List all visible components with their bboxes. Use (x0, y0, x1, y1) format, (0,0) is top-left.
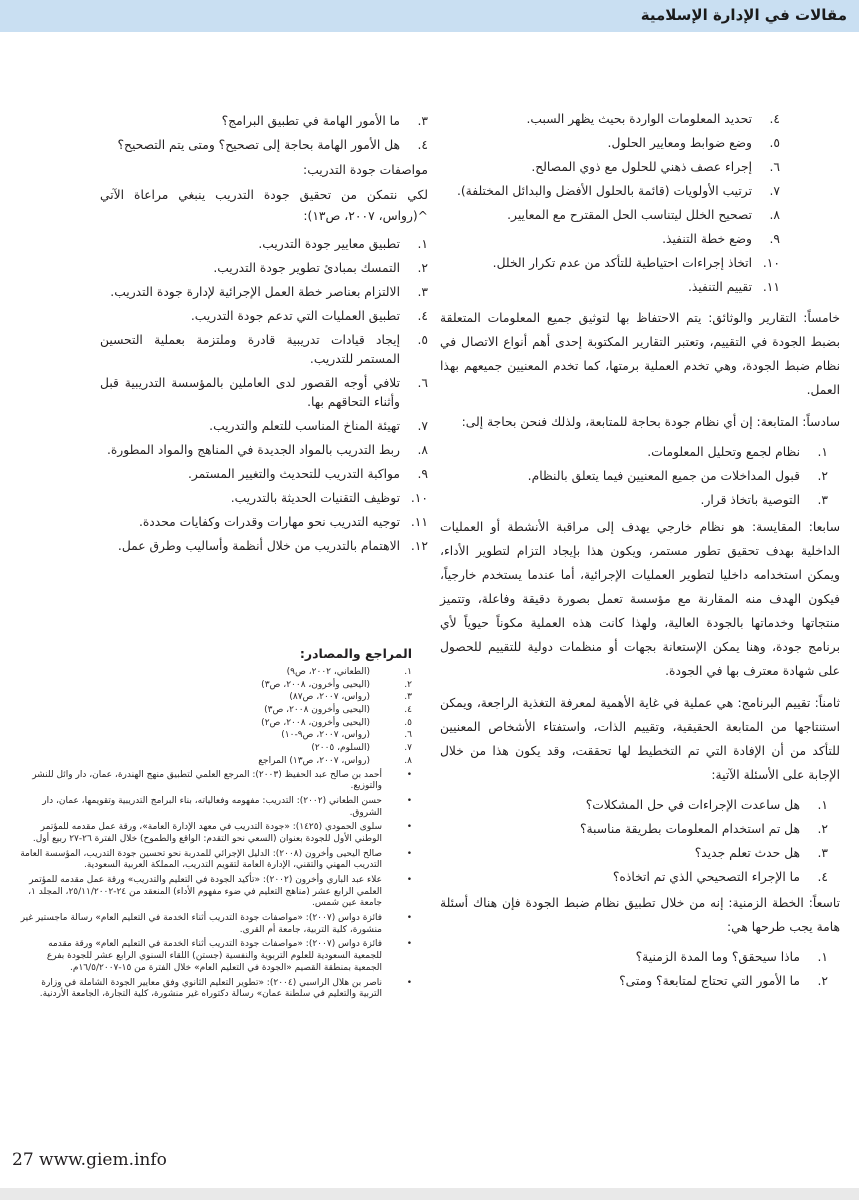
website-link[interactable]: www.giem.info (39, 1150, 167, 1170)
followup-list (440, 443, 840, 510)
list-item: ٣. ما الأمور الهامة في تطبيق البرامج؟ (221, 114, 428, 128)
reference-item: • ناصر بن هلال الراسبي (٢٠٠٤): «تطوير التعليم الثانوي وفق معايير الجودة الشاملة في وزارة التربية والتعليم في سلطنة عمان» رسالة دكتوراه غير منشورة، كلية التجارة، الجامعة الأردنية. (39, 977, 412, 1000)
evaluation-questions-list (440, 796, 840, 887)
list-item: ١. هل ساعدت الإجراءات في حل المشكلات؟ (585, 798, 828, 813)
references-title: المراجع والمصادر: (299, 646, 412, 661)
references-section (20, 646, 412, 1004)
list-item: ١. نظام لجمع وتحليل المعلومات. (647, 445, 828, 460)
list-item: ٢. ما الأمور التي تحتاج لمتابعة؟ ومتى؟ (619, 974, 828, 989)
timeline-questions-list (440, 948, 840, 991)
list-item: ٨. تصحيح الخلل ليتناسب الحل المقترح مع المعايير. (507, 208, 780, 223)
paragraph-training-specs-intro: لكي نتمكن من تحقيق جودة التدريب ينبغي مراعاة الآتي ^(رواس، ٢٠٠٧، ص١٣): (100, 187, 428, 223)
list-item: ٤. ما الإجراء التصحيحي الذي تم اتخاذه؟ (612, 870, 828, 885)
reference-item: • حسن الطعاني (٢٠٠٢): التدريب: مفهومه وفعالياته، بناء البرامج التدريبية وتقويمها، عمان، دار الشروق. (42, 795, 412, 818)
page-footer (12, 1150, 167, 1170)
list-item: ٣. هل حدث تعلم جديد؟ (694, 846, 828, 861)
left-column (100, 112, 428, 561)
page-number: 27 (12, 1150, 34, 1170)
list-item: ١٢. الاهتمام بالتدريب من خلال أنظمة وأساليب وطرق عمل. (117, 539, 428, 554)
program-questions-list (100, 112, 428, 155)
reference-item: • فائزة دواس (٢٠٠٧): «مواصفات جودة التدريب أثناء الخدمة في التعليم العام» رسالة ماجستير غير منشورة، كلية التربية، جامعة أم القرى. (20, 913, 412, 935)
paragraph-timeline: تاسعاً: الخطة الزمنية: إنه من خلال تطبيق نظام ضبط الجودة فإن هناك أسئلة هامة يجب طرحها هي: (440, 896, 840, 935)
reference-item: • علاء عبد الباري وأخرون (٢٠٠٢): «تأكيد الجودة في التعليم والتدريب» ورقة عمل مقدمه للمؤتمر العلمي الرابع عشر (مناهج التعليم في ضوء مفهوم الأداء) المنعقد من ٢٤-٢٥/١١/٢٠٠٢، المجلد ١، جامعة عين شمس. (28, 875, 412, 909)
list-item: ٩. وضع خطة التنفيذ. (662, 232, 780, 247)
list-item: ١٠. اتخاذ إجراءات احتياطية للتأكد من عدم تكرار الخلل. (492, 256, 780, 271)
list-item: ٣. التوصية باتخاذ قرار. (700, 493, 828, 508)
list-item: ٥. إيجاد قيادات تدريبية قادرة وملتزمة بعملية التحسين المستمر للتدريب. (100, 332, 428, 366)
reference-item: • أحمد بن صالح عبد الحفيظ (٢٠٠٣): المرجع العلمي لتطبيق منهج الهندرة، عمان، دار وائل للنشر والتوزيع. (32, 769, 412, 792)
list-item: ٣. الالتزام بعناصر خطة العمل الإجرائية لإدارة جودة التدريب. (110, 284, 428, 299)
list-item: ٧. ترتيب الأولويات (قائمة بالحلول الأفضل والبدائل المختلفة). (456, 184, 780, 199)
list-item: ٢. التمسك بمبادئ تطوير جودة التدريب. (213, 260, 428, 275)
list-item: ١١. توجيه التدريب نحو مهارات وقدرات وكفايات محددة. (138, 515, 428, 530)
list-item: ٦. تلافي أوجه القصور لدى العاملين بالمؤسسة التدريبية قبل وأثناء التحاقهم بها. (100, 376, 428, 410)
list-item: ٢. هل تم استخدام المعلومات بطريقة مناسبة؟ (579, 822, 828, 837)
reference-item: • سلوى الحمودي (١٤٢٥): «جودة التدريب في معهد الإدارة العامة»، ورقة عمل مقدمه للمؤتمر الوطني الأول للجودة بعنوان (السعي نحو التقدم: الواقع والطموح) خلال الفترة ٢٦-٢٧ ربيع أول. (32, 822, 412, 844)
reference-item: • فائزة دواس (٢٠٠٧): «مواصفات جودة التدريب أثناء الخدمة في التعليم العام» ورقة مقدمه للجمعية السعودية للعلوم التربوية والنفسية (جستن) اللقاء السنوي الرابع عشر للجودة بفرع الجمعية بمنطقة القصيم «الجودة في التعليم العام» خلال الفترة من ١٥-١٦/٥/٢٠٠٧م. (46, 939, 412, 973)
reference-item: ٢. (اليحيى وأخرون، ٢٠٠٨، ص٣) (261, 679, 412, 690)
list-item: ٢. قبول المداخلات من جميع المعنيين فيما يتعلق بالنظام. (527, 469, 828, 484)
list-item: ١. تطبيق معايير جودة التدريب. (258, 236, 428, 251)
reference-item: ١. (الطعاني، ٢٠٠٢، ص٩) (286, 667, 412, 677)
list-item: ٩. مواكبة التدريب للتحديث والتغيير المستمر. (187, 467, 428, 482)
reference-item: ٨. (رواس، ٢٠٠٧، ص١٣) المراجع (258, 755, 412, 766)
reference-item: ٤. (اليحيى وأخرون ٢٠٠٨، ص٣) (264, 705, 412, 716)
list-item: ٧. تهيئة المناخ المناسب للتعلم والتدريب. (209, 419, 428, 434)
list-item: ١١. تقييم التنفيذ. (687, 280, 780, 295)
references-numbered-list (20, 667, 412, 768)
paragraph-benchmarking: سابعا: المقايسة: هو نظام خارجي يهدف إلى مراقبة الأنشطة أو العمليات الداخلية بهدف تحقيق تطور مستمر، ويكون هذا بإيجاد التزام لتطوير الأداء، ويمكن استخدامه داخليا لتطوير العمليات الإجرائية، أما عندما يستخدم خارجياً، فيكون الهدف منه المقارنة مع مؤسسة تعمل بصورة دقيقة وفاعلة، وتتميز منتجاتها وخدماتها بالجودة العالية، ولهذا كانت هذه العملية مكوناً حيوياً لأي برنامج جودة، وهنا يمكن الإستعانة بجهات أو منظمات دولية للتقييم للحصول على شهادة معترف بها في الجودة. (440, 520, 840, 679)
training-specs-list (100, 235, 428, 557)
footer-band (0, 1188, 859, 1200)
list-item: ٤. تطبيق العمليات التي تدعم جودة التدريب. (190, 308, 428, 323)
steps-list (440, 110, 840, 297)
right-column (440, 110, 840, 996)
section-title-training-specs: مواصفات جودة التدريب: (303, 163, 428, 178)
reference-item: • صالح اليحيى وأخرون (٢٠٠٨): الدليل الإجرائي للمدربة نحو تحسين جودة التدريب، المؤسسة العامة التدريب المهني والتقني، الإدارة العامة لتقويم التدريب، المملكة العربية السعودية. (20, 848, 412, 871)
list-item: ١. ماذا سيحقق؟ وما المدة الزمنية؟ (635, 950, 828, 965)
references-bibliography-list (20, 770, 412, 1001)
running-header-title: مقالات في الإدارة الإسلامية (640, 6, 847, 24)
reference-item: ٣. (رواس، ٢٠٠٧، ص٨٧) (289, 692, 412, 703)
list-item: ٦. إجراء عصف ذهني للحلول مع ذوي المصالح. (531, 160, 780, 175)
list-item: ٤. تحديد المعلومات الواردة بحيث يظهر السبب. (526, 112, 780, 126)
reference-item: ٧. (السلوم، ٢٠٠٥) (311, 743, 412, 754)
paragraph-reports: خامساً: التقارير والوثائق: يتم الاحتفاظ بها لتوثيق جميع المعلومات المتعلقة بضبط الجودة في التقييم، وتعتبر التقارير المكتوبة إحدى أهم أنواع الاتصال في نظام ضبط الجودة، وهي تخدم العملية برمتها، كما تخدم المعنيين جميعهم بهذا العمل. (440, 311, 840, 398)
reference-item: ٥. (اليحيى وأخرون، ٢٠٠٨، ص٢) (261, 717, 412, 728)
list-item: ٥. وضع ضوابط ومعايير الحلول. (607, 136, 780, 151)
list-item: ٤. هل الأمور الهامة بحاجة إلى تصحيح؟ ومتى يتم التصحيح؟ (117, 138, 428, 153)
list-item: ١٠. توظيف التقنيات الحديثة بالتدريب. (230, 491, 428, 506)
reference-item: ٦. (رواس، ٢٠٠٧، ص٩-١٠) (281, 730, 412, 741)
header-bar (0, 0, 859, 32)
paragraph-program-evaluation: ثامناً: تقييم البرنامج: هي عملية في غاية الأهمية لمعرفة التغذية الراجعة، ويمكن استنتاجها من المتابعة الحقيقية، وتقييم الذات، واستفتاء الأشخاص المعنيين للتأكد من أن الإفادة التي تم التخطيط لها تحققت، وقد يكون هذا من خلال الإجابة على الأسئلة الآتية: (440, 696, 840, 783)
paragraph-followup: سادساً: المتابعة: إن أي نظام جودة بحاجة للمتابعة، ولذلك فنحن بحاجة إلى: (461, 415, 840, 430)
list-item: ٨. ربط التدريب بالمواد الجديدة في المناهج والمواد المطورة. (106, 443, 428, 458)
